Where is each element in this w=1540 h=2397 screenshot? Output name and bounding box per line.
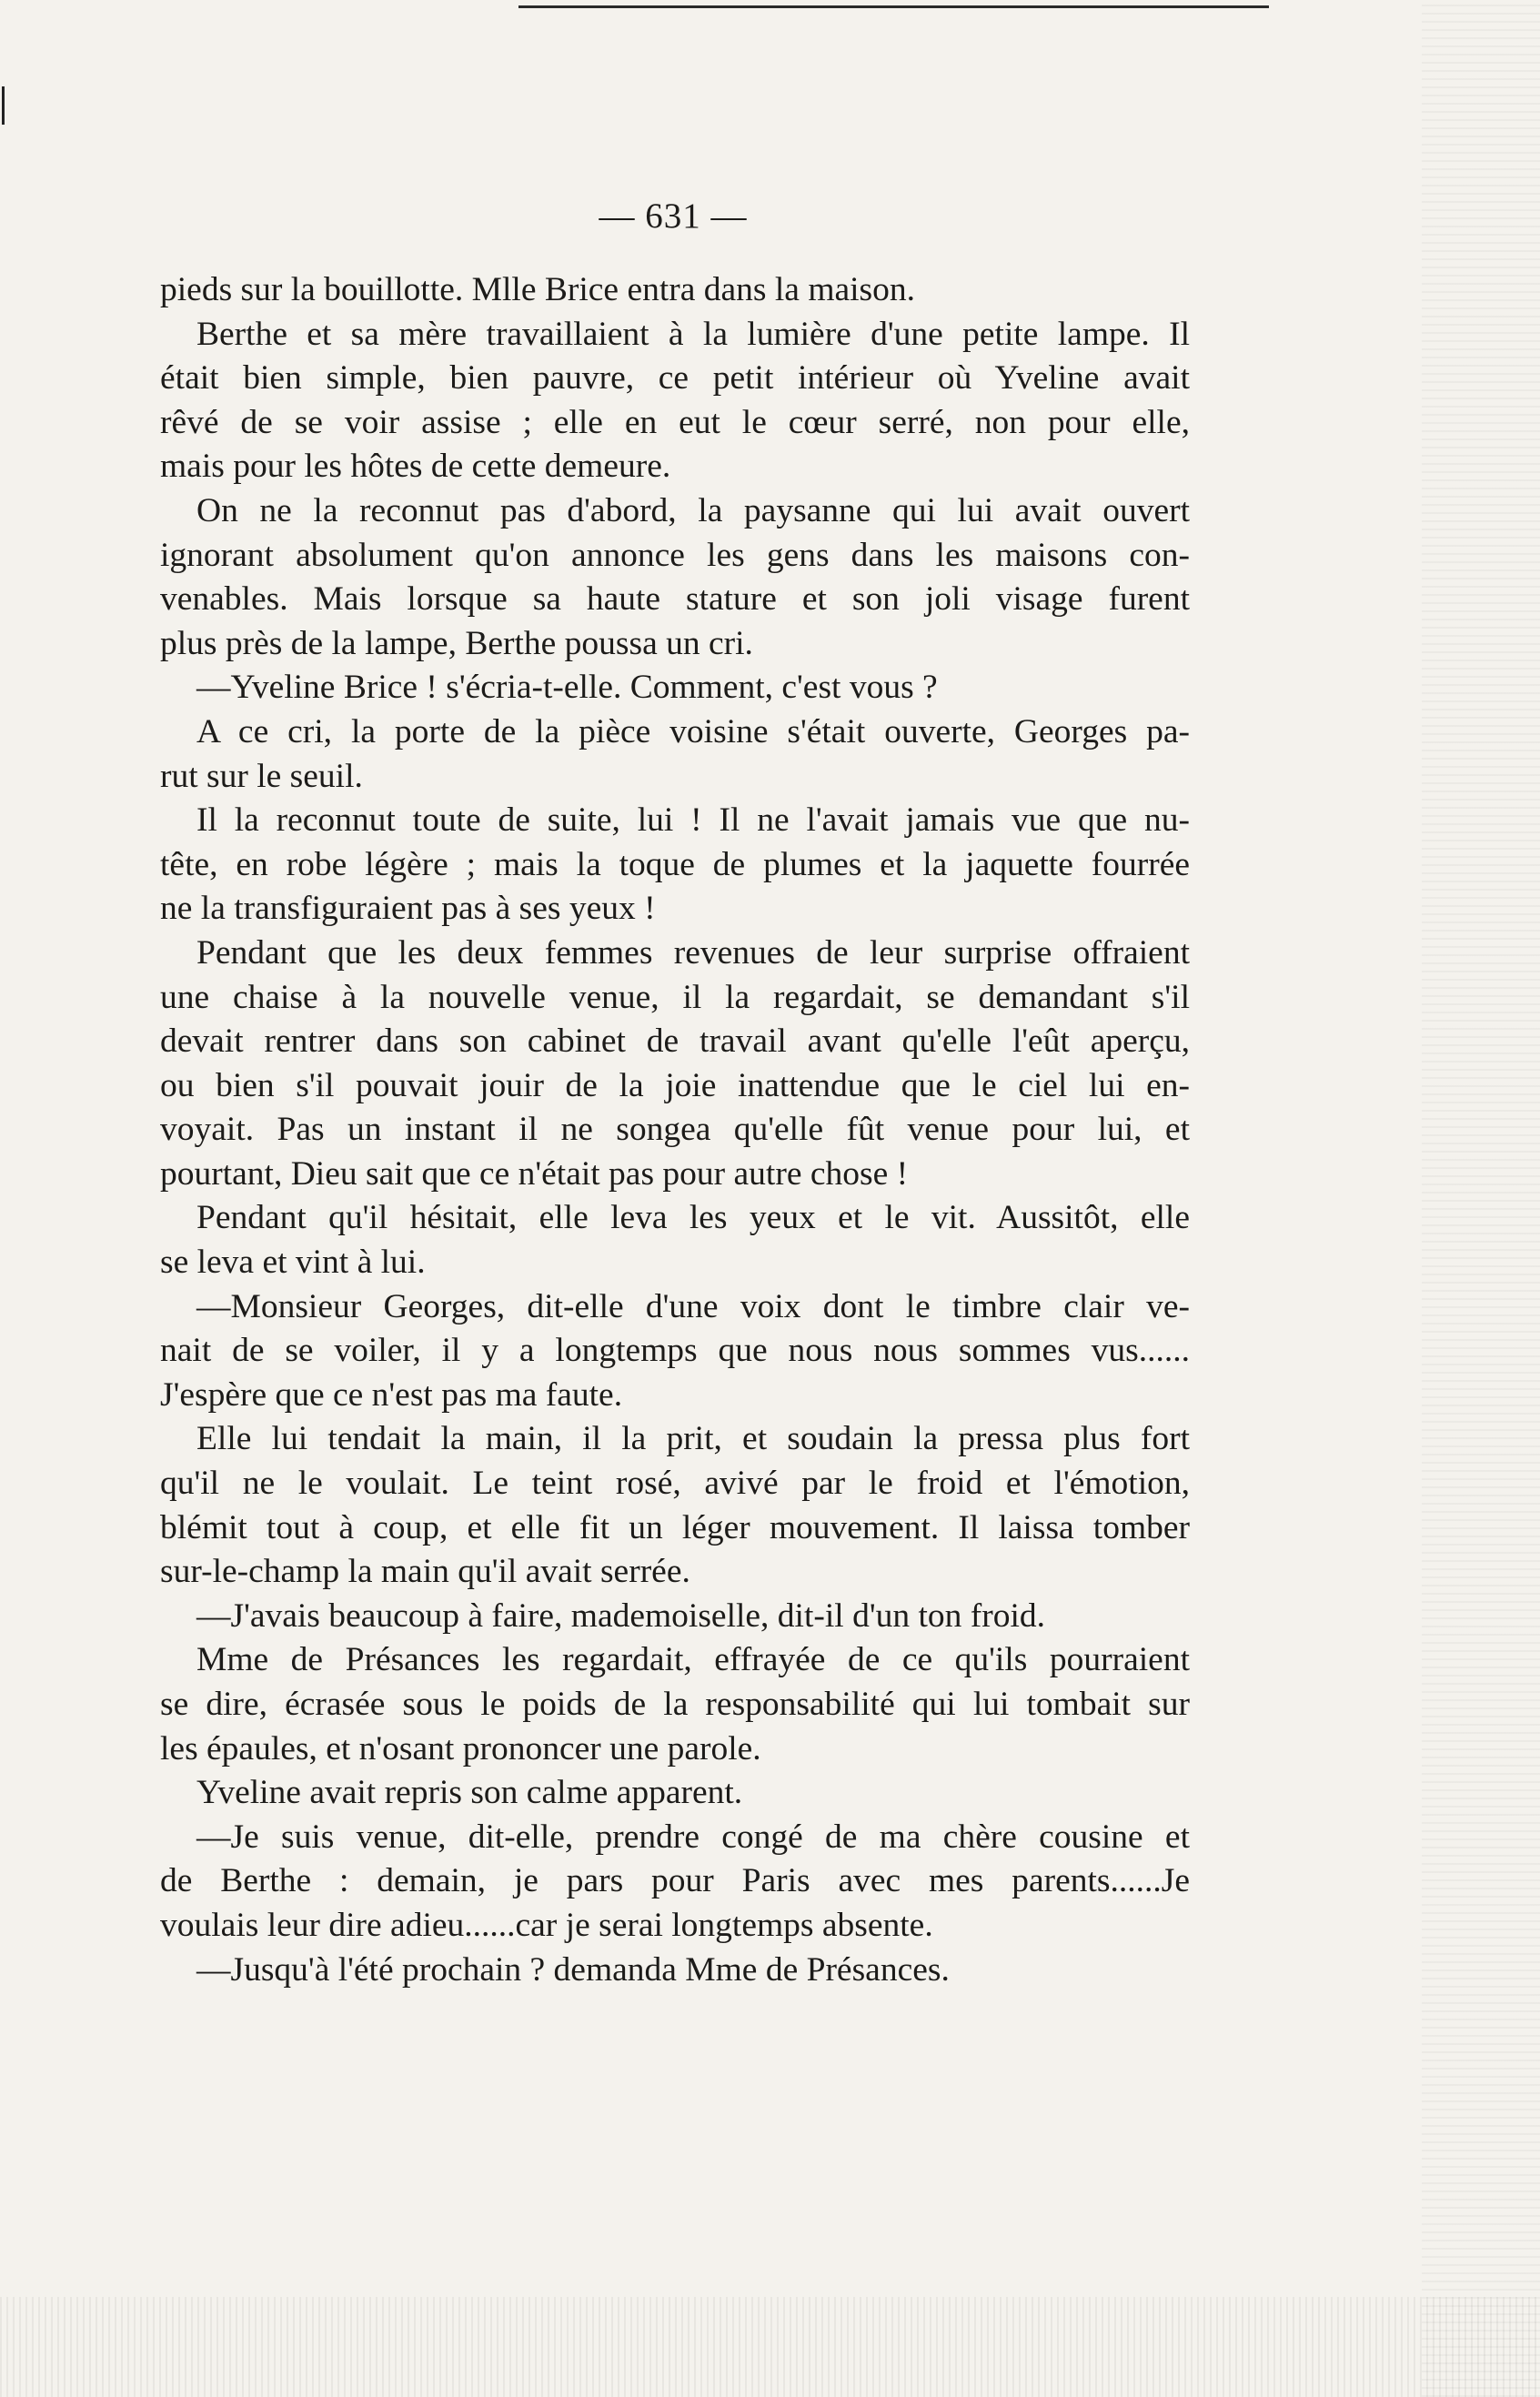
scan-margin-mark (2, 86, 5, 125)
text-line: venables. Mais lorsque sa haute stature et son joli visage furent (160, 580, 1190, 619)
text-line: A ce cri, la porte de la pièce voisine s'était ouverte, Georges pa- (196, 712, 1190, 750)
page-number: — 631 — (599, 196, 748, 236)
scan-top-rule (518, 0, 1269, 8)
text-line: pieds sur la bouillotte. Mlle Brice entra dans la maison. (160, 271, 916, 308)
text-line: —Je suis venue, dit-elle, prendre congé de ma chère cousine et (196, 1818, 1190, 1856)
text-line: Berthe et sa mère travaillaient à la lumière d'une petite lampe. Il (196, 315, 1190, 353)
text-line: voyait. Pas un instant il ne songea qu'elle fût venue pour lui, et (160, 1111, 1190, 1149)
text-line: se dire, écrasée sous le poids de la responsabilité qui lui tombait sur (160, 1686, 1190, 1723)
text-line: pourtant, Dieu sait que ce n'était pas pour autre chose ! (160, 1154, 909, 1193)
text-line: rêvé de se voir assise ; elle en eut le cœur serré, non pour elle, (160, 403, 1190, 441)
text-line: Il la reconnut toute de suite, lui ! Il ne l'avait jamais vue que nu- (196, 801, 1190, 840)
text-line: sur-le-champ la main qu'il avait serrée. (160, 1553, 690, 1591)
text-line: ignorant absolument qu'on annonce les gens dans les maisons con- (160, 536, 1190, 574)
text-line: Mme de Présances les regardait, effrayée de ce qu'ils pourraient (196, 1641, 1190, 1679)
text-line: —Jusqu'à l'été prochain ? demanda Mme de Présances. (196, 1950, 950, 1989)
text-line: ou bien s'il pouvait jouir de la joie inattendue que le ciel lui en- (160, 1066, 1190, 1104)
text-line: nait de se voiler, il y a longtemps que nous nous sommes vus...... (160, 1332, 1190, 1370)
text-line: rut sur le seuil. (160, 757, 363, 795)
text-line: blémit tout à coup, et elle fit un léger mouvement. Il laissa tomber (160, 1508, 1190, 1546)
text-line: —Monsieur Georges, dit-elle d'une voix dont le timbre clair ve- (196, 1287, 1190, 1325)
text-line: tête, en robe légère ; mais la toque de plumes et la jaquette fourrée (160, 845, 1190, 883)
text-line: —Yveline Brice ! s'écria-t-elle. Comment, c'est vous ? (196, 669, 938, 707)
text-line: se leva et vint à lui. (160, 1244, 426, 1282)
text-line: plus près de la lampe, Berthe poussa un cri. (160, 624, 753, 662)
text-line: qu'il ne le voulait. Le teint rosé, avivé par le froid et l'émotion, (160, 1465, 1190, 1503)
text-line: ne la transfiguraient pas à ses yeux ! (160, 890, 656, 928)
text-line: voulais leur dire adieu......car je serai longtemps absente. (160, 1906, 933, 1944)
text-line: J'espère que ce n'est pas ma faute. (160, 1375, 623, 1414)
scan-noise-bottom (0, 2297, 1540, 2397)
text-line: de Berthe : demain, je pars pour Paris avec mes parents......Je (160, 1862, 1190, 1900)
text-line: les épaules, et n'osant prononcer une parole. (160, 1729, 761, 1768)
text-line: une chaise à la nouvelle venue, il la regardait, se demandant s'il (160, 978, 1190, 1016)
text-line: était bien simple, bien pauvre, ce petit intérieur où Yveline avait (160, 359, 1190, 398)
body-text (160, 268, 1190, 1992)
text-line: Yveline avait repris son calme apparent. (196, 1774, 743, 1812)
text-line: mais pour les hôtes de cette demeure. (160, 448, 671, 486)
scan-noise-right (1422, 0, 1540, 2397)
text-line: Pendant que les deux femmes revenues de leur surprise offraient (196, 933, 1190, 972)
text-line: Elle lui tendait la main, il la prit, et soudain la pressa plus fort (196, 1420, 1190, 1458)
text-line: On ne la reconnut pas d'abord, la paysanne qui lui avait ouvert (196, 491, 1190, 529)
text-line: —J'avais beaucoup à faire, mademoiselle, dit-il d'un ton froid. (196, 1596, 1046, 1635)
text-line: Pendant qu'il hésitait, elle leva les yeux et le vit. Aussitôt, elle (196, 1199, 1190, 1237)
text-line: devait rentrer dans son cabinet de travail avant qu'elle l'eût aperçu, (160, 1022, 1190, 1061)
